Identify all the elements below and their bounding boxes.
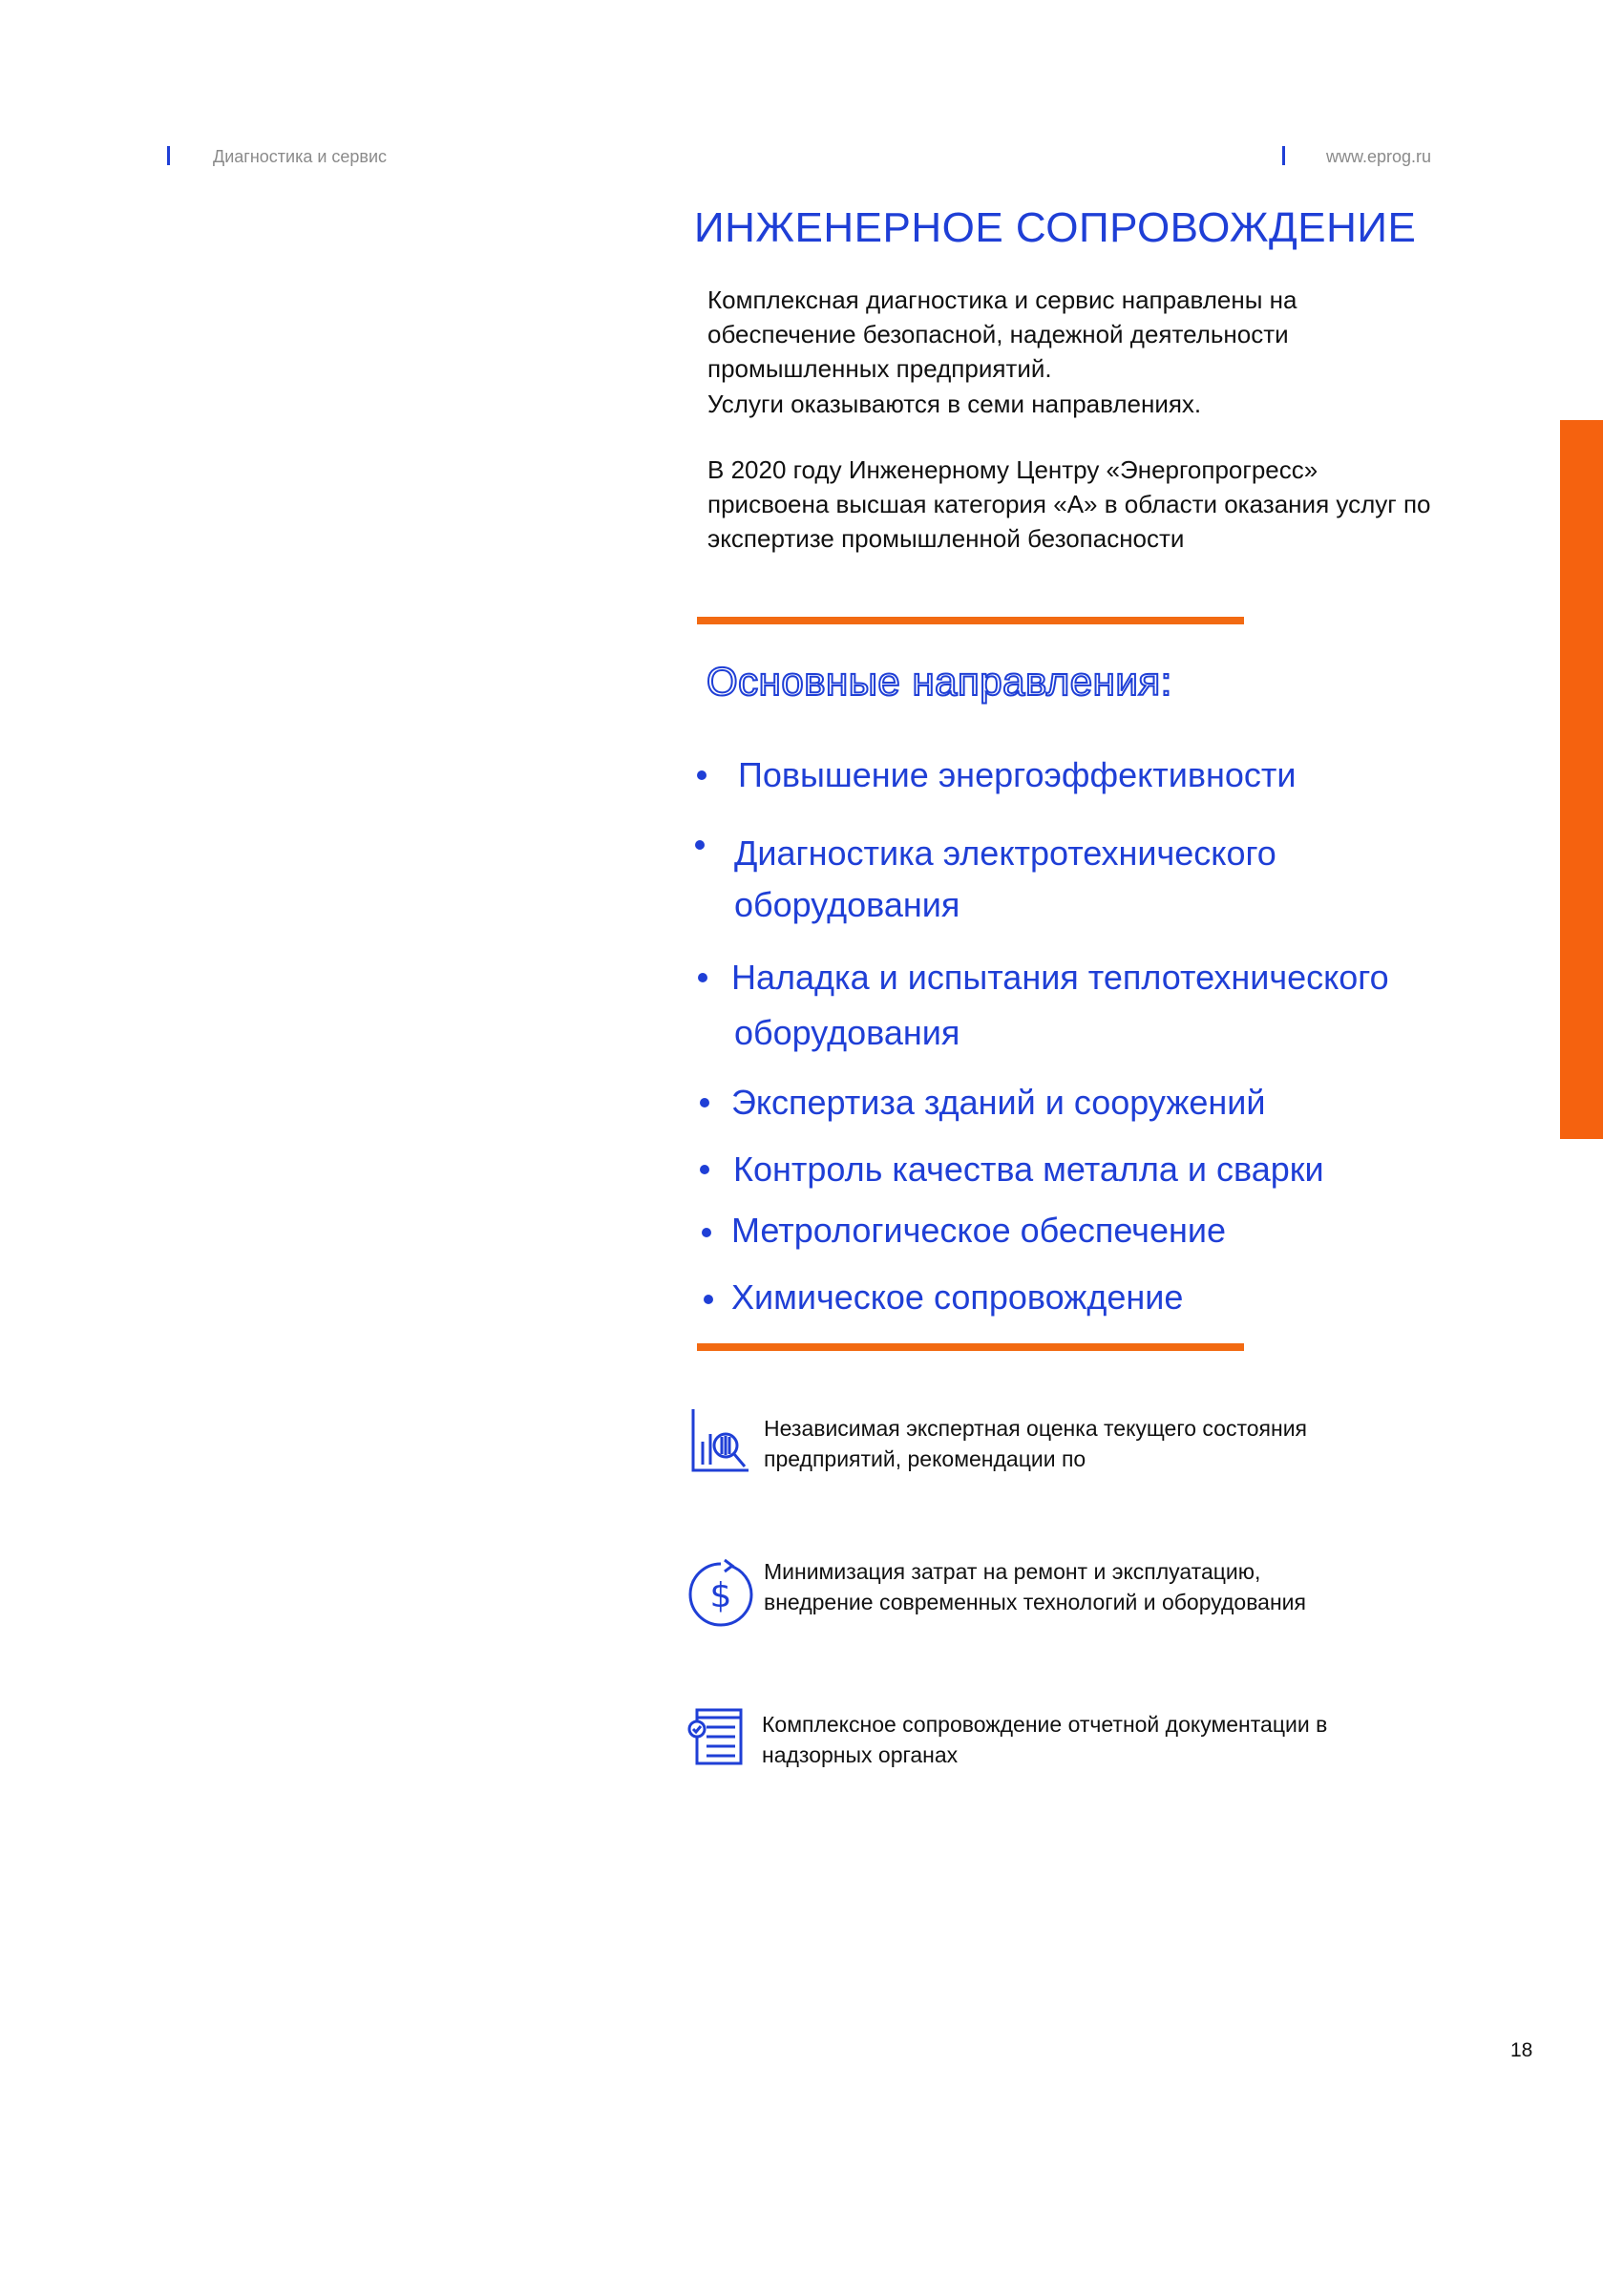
directions-heading: Основные направления: <box>707 659 1172 704</box>
list-item-text: Диагностика электротехнического <box>734 833 1276 873</box>
page-number: 18 <box>1510 2039 1533 2061</box>
orange-side-tab <box>1560 420 1603 1139</box>
list-item-text: Наладка и испытания теплотехнического <box>731 958 1389 997</box>
page-title: ИНЖЕНЕРНОЕ СОПРОВОЖДЕНИЕ <box>694 204 1417 251</box>
list-item-text: Экспертиза зданий и сооружений <box>731 1083 1266 1122</box>
bullet-icon <box>704 1295 713 1304</box>
feature-text: Независимая экспертная оценка текущего состояния предприятий, рекомендации по <box>764 1416 1307 1471</box>
bullet-icon <box>698 973 707 982</box>
list-item-text: Химическое сопровождение <box>731 1277 1184 1317</box>
header-website[interactable]: www.eprog.ru <box>1326 147 1432 166</box>
bullet-icon <box>695 840 705 850</box>
intro-paragraph-3: В 2020 году Инженерному Центру «Энергопрогресс» присвоена высшая категория «А» в области оказания услуг по экспертизе промышленной безопасности <box>707 455 1431 553</box>
header-left-divider <box>167 146 170 165</box>
feature-text: Комплексное сопровождение отчетной документации в надзорных органах <box>762 1712 1328 1767</box>
list-item-text: Повышение энергоэффективности <box>738 755 1297 794</box>
svg-text:$: $ <box>709 1576 732 1615</box>
bullet-icon <box>697 770 707 780</box>
list-item-text: Метрологическое обеспечение <box>731 1211 1226 1250</box>
orange-divider-top <box>697 617 1244 624</box>
header-section-name: Диагностика и сервис <box>213 147 388 166</box>
bullet-icon <box>700 1098 709 1107</box>
intro-paragraph-1: Комплексная диагностика и сервис направлены на обеспечение безопасной, надежной деятельности промышленных предприятий. <box>707 285 1297 383</box>
header-right-divider <box>1282 146 1285 165</box>
chart-magnifier-icon <box>689 1407 752 1479</box>
dollar-cycle-icon <box>683 1556 759 1637</box>
orange-divider-bottom <box>697 1343 1244 1351</box>
list-item-text: оборудования <box>734 885 960 924</box>
list-item-text: Контроль качества металла и сварки <box>733 1150 1324 1189</box>
list-item-text: оборудования <box>734 1013 960 1052</box>
bullet-icon <box>702 1228 711 1237</box>
feature-text: Минимизация затрат на ремонт и эксплуатацию, внедрение современных технологий и оборудования <box>764 1559 1306 1614</box>
intro-paragraph-2: Услуги оказываются в семи направлениях. <box>707 390 1202 418</box>
bullet-icon <box>700 1165 709 1174</box>
document-check-icon <box>687 1706 745 1772</box>
